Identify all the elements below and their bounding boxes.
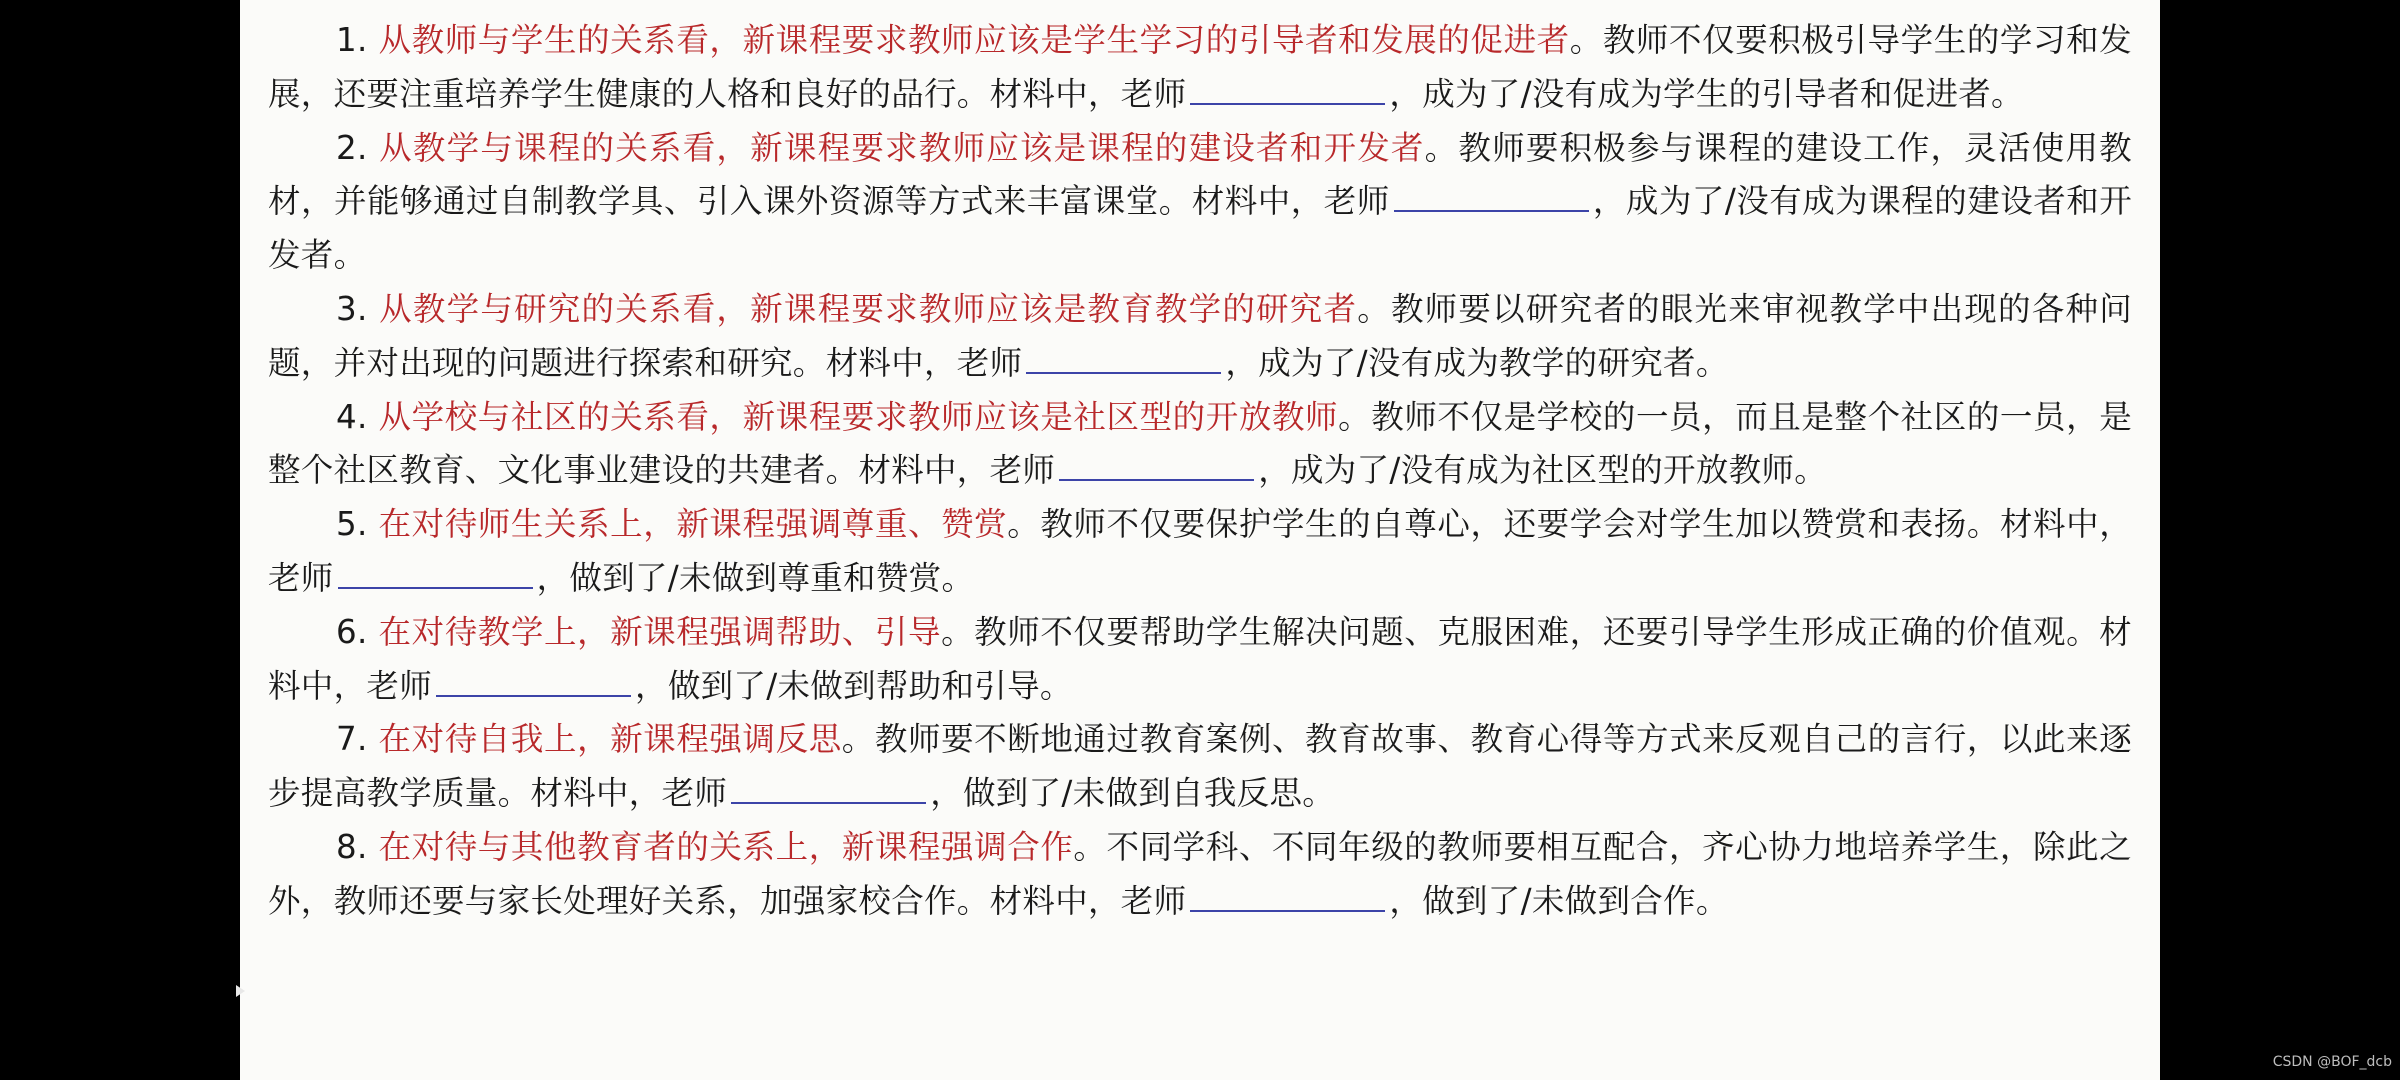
item-emphasis: 从学校与社区的关系看，新课程要求教师应该是社区型的开放教师 bbox=[378, 397, 1339, 436]
item-text-end: ，做到了/未做到帮助和引导。 bbox=[635, 666, 1073, 705]
item-number: 7. bbox=[336, 720, 368, 759]
item-emphasis: 在对待师生关系上，新课程强调尊重、赞赏 bbox=[378, 505, 1008, 544]
fill-in-blank bbox=[436, 667, 631, 697]
item-number: 8. bbox=[336, 827, 368, 866]
item-emphasis: 在对待与其他教育者的关系上，新课程强调合作 bbox=[378, 827, 1074, 866]
item-emphasis: 从教学与课程的关系看，新课程要求教师应该是课程的建设者和开发者 bbox=[379, 128, 1425, 167]
item-number: 4. bbox=[336, 397, 368, 436]
list-item bbox=[268, 713, 2132, 821]
item-text: 。教师要不断地通过教育案例、教育故事、教育心得等方式来反观自己的言行，以此来逐步提高教学质量。材料中，老师 bbox=[268, 720, 2132, 813]
item-text: 。教师不仅要保护学生的自尊心，还要学会对学生加以赞赏和表扬。材料中，老师 bbox=[268, 505, 2132, 597]
item-text: 。教师要以研究者的眼光来审视教学中出现的各种问题，并对出现的问题进行探索和研究。材料中，老师 bbox=[268, 289, 2133, 382]
item-number: 1. bbox=[336, 21, 368, 59]
list-item bbox=[268, 821, 2132, 929]
item-text-end: ，做到了/未做到尊重和赞赏。 bbox=[536, 558, 975, 597]
item-emphasis: 在对待教学上，新课程强调帮助、引导 bbox=[378, 612, 942, 651]
fill-in-blank bbox=[1059, 451, 1254, 481]
item-emphasis: 从教学与研究的关系看，新课程要求教师应该是教育教学的研究者 bbox=[379, 289, 1358, 328]
fill-in-blank bbox=[1190, 75, 1385, 105]
pointer-marker-icon bbox=[236, 985, 245, 997]
item-text-end: ，成为了/没有成为社区型的开放教师。 bbox=[1258, 451, 1828, 490]
fill-in-blank bbox=[731, 774, 926, 804]
list-item bbox=[268, 14, 2132, 122]
list-item bbox=[268, 283, 2132, 391]
fill-in-blank bbox=[1026, 344, 1221, 374]
fill-in-blank bbox=[1190, 882, 1385, 912]
list-item bbox=[268, 498, 2132, 606]
item-text-end: ，成为了/没有成为学生的引导者和促进者。 bbox=[1389, 74, 2024, 113]
item-number: 6. bbox=[336, 612, 368, 651]
item-number: 3. bbox=[336, 289, 368, 328]
fill-in-blank bbox=[338, 559, 533, 589]
item-number: 5. bbox=[336, 505, 368, 544]
item-emphasis: 在对待自我上，新课程强调反思 bbox=[378, 720, 842, 759]
item-text-end: ，成为了/没有成为课程的建设者和开发者。 bbox=[268, 182, 2132, 275]
item-text: 。不同学科、不同年级的教师要相互配合，齐心协力地培养学生，除此之外，教师还要与家长处理好关系，加强家校合作。材料中，老师 bbox=[268, 827, 2132, 920]
item-number: 2. bbox=[336, 128, 368, 167]
item-text: 。教师不仅要积极引导学生的学习和发展，还要注重培养学生健康的人格和良好的品行。材料中，老师 bbox=[268, 21, 2132, 113]
item-text-end: ，做到了/未做到合作。 bbox=[1389, 881, 1729, 920]
watermark: CSDN @BOF_dcb bbox=[2272, 1054, 2392, 1070]
document-page bbox=[240, 0, 2160, 1080]
item-text: 。教师不仅要帮助学生解决问题、克服困难，还要引导学生形成正确的价值观。材料中，老师 bbox=[268, 612, 2132, 705]
list-item bbox=[268, 122, 2132, 283]
fill-in-blank bbox=[1394, 182, 1589, 212]
item-emphasis: 从教师与学生的关系看，新课程要求教师应该是学生学习的引导者和发展的促进者 bbox=[378, 21, 1570, 59]
item-text: 。教师不仅是学校的一员，而且是整个社区的一员，是整个社区教育、文化事业建设的共建者。材料中，老师 bbox=[268, 397, 2133, 490]
item-text-end: ，成为了/没有成为教学的研究者。 bbox=[1225, 343, 1729, 382]
item-text-end: ，做到了/未做到自我反思。 bbox=[930, 774, 1336, 813]
item-text: 。教师要积极参与课程的建设工作，灵活使用教材，并能够通过自制教学具、引入课外资源等方式来丰富课堂。材料中，老师 bbox=[268, 128, 2132, 221]
list-item bbox=[268, 391, 2132, 499]
list-item bbox=[268, 606, 2132, 714]
